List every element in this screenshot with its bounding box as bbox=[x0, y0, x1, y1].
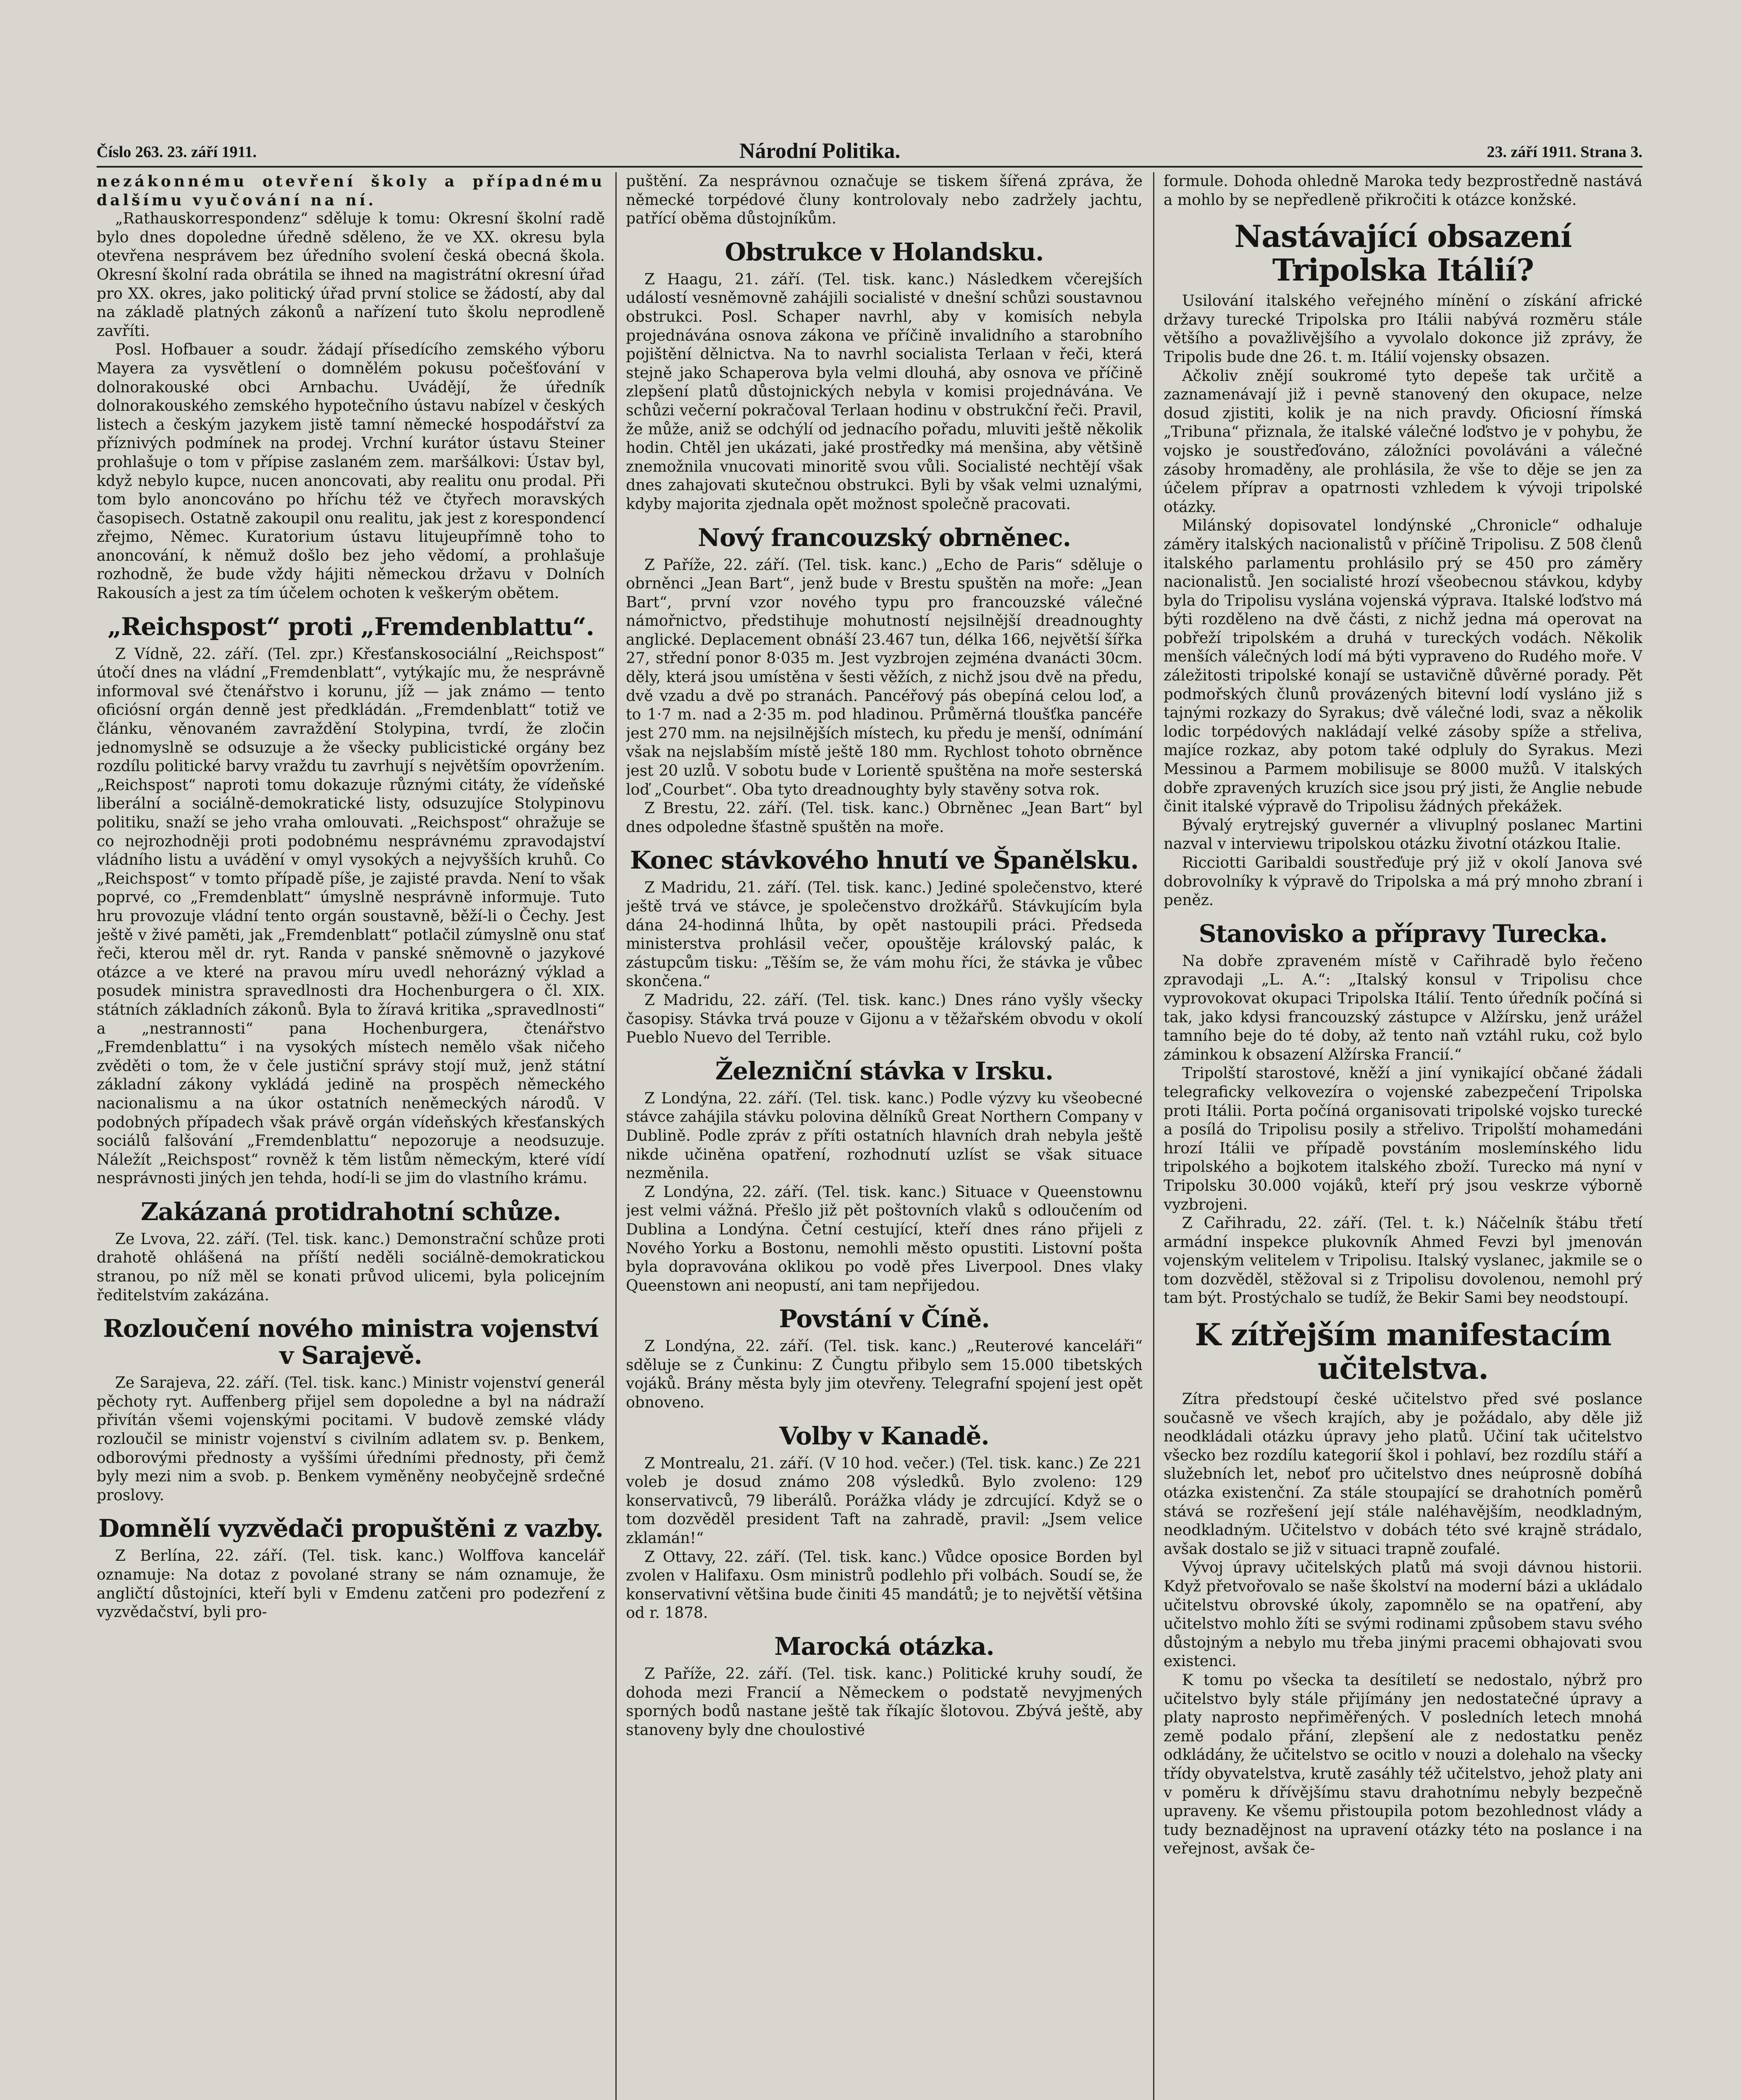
article-text: Ze Sarajeva, 22. září. (Tel. tisk. kanc.) Ministr vojenství generál pěchoty ryt. Auffenberg přijel sem dopoledne a byl na nádraží přivítán všemi vojenskými pocitami. V budově zemské vlády rozloučil se ministr vojenství s civilním adlatem sv. p. Benkem, odborovými přednosty a vyššími úředními přednosty, při čemž byly mezi nim a svob. p. Benkem vyměněny neobyčejně srdečné proslovy. bbox=[97, 1374, 605, 1504]
article-text: Z Madridu, 21. září. (Tel. tisk. kanc.) Jediné společenstvo, které ještě trvá ve stávce, je společenstvo drožkářů. Stávkujícím byla dána 24-hodinná lhůta, by opět nastoupili práci. Předseda ministerstva prohlásil večer, opouštěje královský palác, k zástupcům tisku: „Těším se, že vám mohu říci, že stávka je vůbec skončena.“ bbox=[626, 879, 1143, 990]
article-text: K tomu po všecka ta desítiletí se nedostalo, nýbrž pro učitelstvo byly stále přijímány jen nedostatečné úpravy a platy naprosto nepřiměřených. V posledních letech mnohá země podalo přání, zlepšení ale z nedostatku peněz odkládány, že učitelstvo se ocitlo v nouzi a dolehalo na všecky třídy obyvatelstva, krutě zasáhly též učitelstvo, jehož platy ani v poměru k dřívějšímu stavu drahotnímu nebyly bezpečně upraveny. Ke všemu přistoupila potom bezohlednost vlády a tudy beznadějnost na upravení otázky této na poslance i na veřejnost, avšak če- bbox=[1164, 1671, 1642, 1858]
article-text: Bývalý erytrejský guvernér a vlivuplný poslanec Martini nazval v interviewu tripolskou otázku životní otázkou Italie. bbox=[1164, 816, 1642, 853]
column-divider bbox=[1153, 172, 1154, 2100]
column-3 bbox=[1164, 172, 1642, 2100]
page-number: 23. září 1911. Strana 3. bbox=[1487, 143, 1642, 161]
article-heading: Stanovisko a přípravy Turecka. bbox=[1198, 919, 1608, 948]
page-header bbox=[97, 139, 1642, 168]
article-text: Ricciotti Garibaldi soustřeďuje prý již v okolí Janova své dobrovolníky k výpravě do Tripolska a má prý mnoho zbraní i peněz. bbox=[1164, 854, 1642, 909]
article-text: Usilování italského veřejného mínění o získání africké državy turecké Tripolska pro Itálii nabývá rozměru stále většího a považlivějšího a vyvolalo dokonce již zprávy, že Tripolis bude dne 26. t. m. Itálií vojensky obsazen. bbox=[1164, 292, 1642, 366]
article-text: Milánský dopisovatel londýnské „Chronicle“ odhaluje záměry italských nacionalistů v příčině Tripolisu. Z 508 členů italského parlamentu prohlásilo prý se 450 pro záměry nacionalistů. Jen socialisté hrozí všeobecnou stávkou, kdyby byla do Tripolisu vyslána vojenská výprava. Italské loďstvo má býti rozděleno na dvě části, z nichž jedna má operovat na pobřeží tripolském a druhá v tureckých vodách. Několik menších válečných lodí má býti vypraveno do Rudého moře. V záležitosti tripolské konají se ustavičně důvěrné porady. Pět podmořských člunů provázených bitevní lodí vysláno již s tajnými rozkazy do Syrakus; dvě válečné lodi, svaz a několik lodic torpédových nakládají velké zásoby spíže a střeliva, majíce rozkaz, aby potom také odpluly do Syrakus. Mezi Messinou a Parmem mobilisuje se 8000 mužů. V italských dobře zpravených kruzích sice jsou prý jisti, že Anglie nebude činit italské výpravě do Tripolisu žádných překážek. bbox=[1164, 517, 1642, 816]
article-heading: K zítřejším manifestacím učitelstva. bbox=[1195, 1317, 1611, 1386]
article-text: Z Londýna, 22. září. (Tel. tisk. kanc.) Situace v Queenstownu jest velmi vážná. Přešlo již pět poštovních vlaků s odloučením od Dublina a Londýna. Četní cestující, kteří dnes ráno přijeli z Nového Yorku a Bostonu, nemohli město opustiti. Listovní pošta byla dopravována oklikou po vodě přes Liverpool. Dnes vlaky Queenstown ani neopustí, ani tam nepřijedou. bbox=[626, 1183, 1143, 1294]
article-heading: Obstrukce v Holandsku. bbox=[725, 237, 1044, 266]
article-text: puštění. Za nesprávnou označuje se tiskem šířená zpráva, že německé torpédové čluny kontrolovaly nebo zadržely jachtu, patřící oběma důstojníkům. bbox=[626, 173, 1143, 228]
article-text: Z Madridu, 22. září. (Tel. tisk. kanc.) Dnes ráno vyšly všecky časopisy. Stávka trvá pouze v Gijonu a v těžařském obvodu v okolí Pueblo Nuevo del Terrible. bbox=[626, 991, 1143, 1047]
article-text: Z Cařihradu, 22. září. (Tel. t. k.) Náčelník štábu třetí armádní inspekce plukovník Ahmed Fevzi byl jmenován vojenským velitelem v Tripolisu. Italský vyslanec, jakmile se o tom dozvěděl, stěžoval si z Tripolisu dovolenou, nemohl prý tam být. Prostýchalo se tudíž, že Bekir Sami bey neodstoupí. bbox=[1164, 1215, 1642, 1307]
article-heading: Rozloučení nového ministra vojenství v Sarajevě. bbox=[103, 1314, 599, 1370]
article-text: Zítra předstoupí české učitelstvo před své poslance současně ve všech krajích, aby je požádalo, aby děle již neodkládali otázku úpravy jeho platů. Učiní tak učitelstvo všecko bez rozdílu kategorií škol i pohlaví, bez rozdílu stáří a služebních let, neboť pro učitelstvo dnes neúprosně dobíhá otázka existenční. Za stále stoupající se drahotních poměrů stává se rozřešení její stále naléhavějším, neodkladným, neodkladným. Učitelstvo v dobách této své krajně strádalo, avšak dostalo se již v situaci trapně zoufalé. bbox=[1164, 1391, 1642, 1558]
article-text: formule. Dohoda ohledně Maroka tedy bezprostředně nastává a mohlo by se nepředleně přikročiti k otázce konžské. bbox=[1164, 173, 1642, 209]
column-divider bbox=[615, 172, 617, 2100]
column-1 bbox=[97, 172, 605, 2100]
article-text: Ze Lvova, 22. září. (Tel. tisk. kanc.) Demonstrační schůze proti drahotě ohlášená na příští neděli sociálně-demokratickou stranou, po níž měl se konati průvod ulicemi, byla policejním ředitelstvím zakázána. bbox=[97, 1230, 605, 1304]
article-text: Na dobře zpraveném místě v Cařihradě bylo řečeno zpravodaji „L. A.“: „Italský konsul v Tripolisu chce vyprovokovat okupaci Tripolska Itálií. Tento úředník počíná si tak, jako kdysi francouzský zástupce v Alžírsku, jenž urážel tamního beje do té doby, až tento naň vztáhl ruku, což bylo záminkou k obsazení Alžírska Francií.“ bbox=[1164, 952, 1642, 1063]
masthead: Národní Politika. bbox=[739, 139, 901, 163]
article-heading: Nastávající obsazení Tripolska Itálií? bbox=[1234, 218, 1572, 288]
article-text: Z Montrealu, 21. září. (V 10 hod. večer.) (Tel. tisk. kanc.) Ze 221 voleb je dosud známo 208 výsledků. Bylo zvoleno: 129 konservativců, 79 liberálů. Porážka vlády je zdrcující. Když se o tom dozvěděl president Taft na zahradě, pravil: „Jsem velice zklamán!“ bbox=[626, 1454, 1143, 1547]
article-heading: Zakázaná protidrahotní schůze. bbox=[141, 1197, 561, 1226]
article-text: Z Brestu, 22. září. (Tel. tisk. kanc.) Obrněnec „Jean Bart“ byl dnes odpoledne šťastně spuštěn na moře. bbox=[626, 800, 1143, 836]
article-text: Posl. Hofbauer a soudr. žádají přísedícího zemského výboru Mayera za vysvětlení o domnělém pokusu počešťování v dolnorakouské obci Arnbachu. Uvádějí, že úředník dolnorakouského zemského hypotečního ústavu nabízel v českých listech a českým jazykem jistě tamní německé hospodářství za příznivých podmínek na prodej. Vrchní kurátor ústavu Steiner prohlašuje o tom v přípise zaslaném zem. maršálkovi: Ústav byl, když nebylo kupce, nucen anoncovati, aby realitu onu prodal. Při tom bylo anoncováno po hříchu též ve čtyřech moravských časopisech. Ostatně zakoupil onu realitu, jak jest z korespondencí zřejmo, Němec. Kuratorium ústavu litujeupřímně toho to anoncování, k němuž došlo bez jeho vědomí, a prohlašuje rozhodně, že bude vždy hájiti německou državu v Dolních Rakousích a jest za tím účelem ochoten k veškerým obětem. bbox=[97, 341, 605, 602]
article-text: Ačkoliv znějí soukromé tyto depeše tak určitě a zaznamenávají již i pevně stanovený den okupace, nelze dosud zjistiti, kolik je na nich pravdy. Oficiosní římská „Tribuna“ přiznala, že italské válečné loďstvo je v pohybu, že vojsko je soustřeďováno, záložníci povoláváni a válečné zásoby hromaděny, ale prohlásila, že vše to děje se jen za účelem příprav a opatrnosti vzhledem k vývoji tripolské otázky. bbox=[1164, 367, 1642, 516]
article-heading: „Reichspost“ proti „Fremdenblattu“. bbox=[107, 612, 594, 641]
article-text: Z Ottavy, 22. září. (Tel. tisk. kanc.) Vůdce oposice Borden byl zvolen v Halifaxu. Osm ministrů podlehlo při volbách. Soudí se, že konservativní většina bude činiti 45 mandátů; je to největší většina od r. 1878. bbox=[626, 1548, 1143, 1622]
article-heading: Marocká otázka. bbox=[774, 1632, 994, 1661]
article-text: Z Paříže, 22. září. (Tel. tisk. kanc.) Politické kruhy soudí, že dohoda mezi Francií a Německem o podstatě nevyjmených sporných bodů nastane ještě tak říkajíc šlotovou. Zbývá ještě, aby stanoveny byly dne choulostivé bbox=[626, 1665, 1143, 1739]
article-text: Tripolští starostové, kněží a jiní vynikající občané žádali telegraficky velkovezíra o vojenské zabezpečení Tripolska proti Itálii. Porta počíná organisovati tripolské vojsko turecké a posílá do Tripolisu posily a střelivo. Tripolští mohamedáni hrozí Itálii ve případě povstáním moslemínského lidu tripolského a bojkotem italského zboží. Turecko má nyní v Tripolsku 30.000 vojáků, kteří prý jsou veskrze výborně vyzbrojeni. bbox=[1164, 1065, 1642, 1213]
article-heading: Domnělí vyzvědači propuštěni z vazby. bbox=[98, 1514, 603, 1543]
article-heading: Volby v Kanadě. bbox=[779, 1421, 989, 1450]
article-text: Vývoj úpravy učitelských platů má svoji dávnou historii. Když přetvořovalo se naše školství na moderní bázi a ukládalo učitelstvu obrovské úkoly, zapomnělo se na opatření, aby učitelstvo mohlo žíti se svými rodinami způsobem stavu svého důstojným a nebylo mu třeba jinými pracemi obhajovati svou existenci. bbox=[1164, 1559, 1642, 1670]
article-text: Z Londýna, 22. září. (Tel. tisk. kanc.) Podle výzvy ku všeobecné stávce zahájila stávku polovina dělníků Great Northern Company v Dublině. Podle zpráv z příti ostatních hlavních drah nebyla ještě nikde učiněna opatření, rozhodnutí uzlíst se však situace nezměnila. bbox=[626, 1089, 1143, 1182]
header-rule bbox=[97, 166, 1642, 168]
article-text: Z Paříže, 22. září. (Tel. tisk. kanc.) „Echo de Paris“ sděluje o obrněnci „Jean Bart“, jenž bude v Brestu spuštěn na moře: „Jean Bart“, první vzor nového typu pro francouzské válečné námořnictvo, předstihuje mohutností nejsilnější dreadnoughty anglické. Deplacement obnáší 23.467 tun, délka 166, největší šířka 27, střední ponor 8·035 m. Jest vyzbrojen zejména dvanácti 30cm. děly, která jsou umístěna v šesti věžích, z nichž jsou dvě na předu, dvě vzadu a dvě po stranách. Pancéřový pás obepíná celou loď, a to 1·7 m. nad a 2·35 m. pod hladinou. Průměrná tloušťka pancéře jest 270 mm. na nejsilnějších místech, ku předu je menší, odnímání však na nejslabším místě ještě 180 mm. Rychlost tohoto obrněnce jest 20 uzlů. V sobotu bude v Lorientě spuštěna na moře sesterská loď „Courbet“. Oba tyto dreadnoughty byly stavěny sotva rok. bbox=[626, 556, 1143, 798]
article-heading: Povstání v Číně. bbox=[779, 1305, 990, 1334]
article-text: Z Haagu, 21. září. (Tel. tisk. kanc.) Následkem včerejších událostí vesněmovně zahájili socialisté v dnešní schůzi soustavnou obstrukci. Posl. Schaper navrhl, aby v komisích nebyla projednávána osnova zákona ve příčině invalidního a starobního pojištění dělnictva. Na to navrhl socialista Terlaan v řeči, která stejně jako Schaperova byla velmi dlouhá, aby osnova ve příčině zlepšení platů důstojnických nebyla v komisi projednávána. Ve schůzi večerní pokračoval Terlaan hodinu v obstrukční řeči. Pravil, že může, aniž se odchýlí od jednacího pořadu, mluviti ještě několik hodin. Chtěl jen ukázati, jaké prostředky má menšina, aby většině znemožnila vnucovati minoritě svou vůli. Socialisté nechtějí však dnes zahajovati skutečnou obstrukci. Byli by však velmi uznalými, kdyby majorita zjednala opět možnost společně pracovati. bbox=[626, 270, 1143, 513]
issue-date: Číslo 263. 23. září 1911. bbox=[97, 143, 257, 161]
article-heading: Nový francouzský obrněnec. bbox=[698, 523, 1071, 552]
article-heading: Konec stávkového hnutí ve Španělsku. bbox=[630, 846, 1139, 875]
article-text: Z Vídně, 22. září. (Tel. zpr.) Křesťanskosociální „Reichspost“ útočí dnes na vládní „Fremdenblatt“, vytýkajíc mu, že nesprávně informoval své čtenářstvo i korunu, jíž — jak známo — tento oficiósní orgán denně jest předkládán. „Fremdenblatt“ totiž ve článku, věnovaném zavraždění Stolypina, tvrdí, že zločin jednomyslně se odsuzuje a že všecky publicistické orgány bez rozdílu politické barvy vraždu tu zavrhují s největším opovržením. „Reichspost“ naproti tomu dokazuje různými citáty, že vídeňské liberální a sociálně-demokratické listy, odsuzujíce Stolypinovu politiku, snaží se jeho vraha omlouvati. „Reichspost“ ohražuje se co nejrozhodněji proti podobnému nesprávnému zpravodajství vládního listu a uvádění v omyl vysokých a nejvyšších kruhů. Co „Reichspost“ v tomto případě píše, je zajisté pravda. Není to však poprvé, co „Fremdenblatt“ úmyslně nesprávně informuje. Tuto hru provozuje vládní tento orgán soustavně, běží-li o Čechy. Jest ještě v živé paměti, jak „Fremdenblatt“ potlačil zúmyslně onu stať řeči, kterou měl dr. ryt. Randa v panské sněmovně o jazykové otázce a ve které na pravou míru uvedl nehorázný výklad a posudek ministra spravedlnosti dra Hochenburgera o čl. XIX. státních základních zákonů. Byla to žíravá kritika „spravedlnosti“ a „nestrannosti“ pana Hochenburgera, čtenářstvo „Fremdenblattu“ i na vysokých místech nemělo však ničeho zvěděti o tom, že v čele justiční správy stojí muž, jenž státní základní zákony vykládá jedině na prospěch německého nacionalismu a na úkor ostatních neněmeckých národů. V podobných případech však právě orgán vídeňských křesťanských sociálů falšování „Fremdenblattu“ nepozoruje a neodsuzuje. Náležít „Reichspost“ rovněž k těm listům německým, které vídí nesprávnosti jiných jen tehda, hodí-li se jim do vlastního krámu. bbox=[97, 645, 605, 1187]
article-text: nezákonnému otevření školy a případnému dalšímu vyučování na ní. bbox=[97, 173, 605, 209]
article-heading: Železniční stávka v Irsku. bbox=[715, 1056, 1054, 1085]
column-2 bbox=[626, 172, 1143, 2100]
article-text: Z Berlína, 22. září. (Tel. tisk. kanc.) Wolffova kancelář oznamuje: Na dotaz z povolané strany se nám oznamuje, že angličtí důstojníci, kteří byli v Emdenu zatčeni pro podezření z vyzvědačství, byli pro- bbox=[97, 1547, 605, 1621]
article-text: Z Londýna, 22. září. (Tel. tisk. kanc.) „Reuterové kanceláři“ sděluje se z Čunkinu: Z Čungtu přibylo sem 15.000 tibetských vojáků. Brány města byly jim otevřeny. Telegrafní spojení jest opět obnoveno. bbox=[626, 1338, 1143, 1412]
article-text: „Rathauskorrespondenz“ sděluje k tomu: Okresní školní radě bylo dnes dopoledne úředně sděleno, že ve XX. okresu byla otevřena nesprávem bez úředního svolení česká obecná škola. Okresní školní rada obrátila se ihned na magistrátní okresní úřad pro XX. okres, jako politický úřad první stolice se žádostí, aby dal na základě platných zákonů a nařízení tuto školu neprodleně zavříti. bbox=[97, 210, 605, 340]
